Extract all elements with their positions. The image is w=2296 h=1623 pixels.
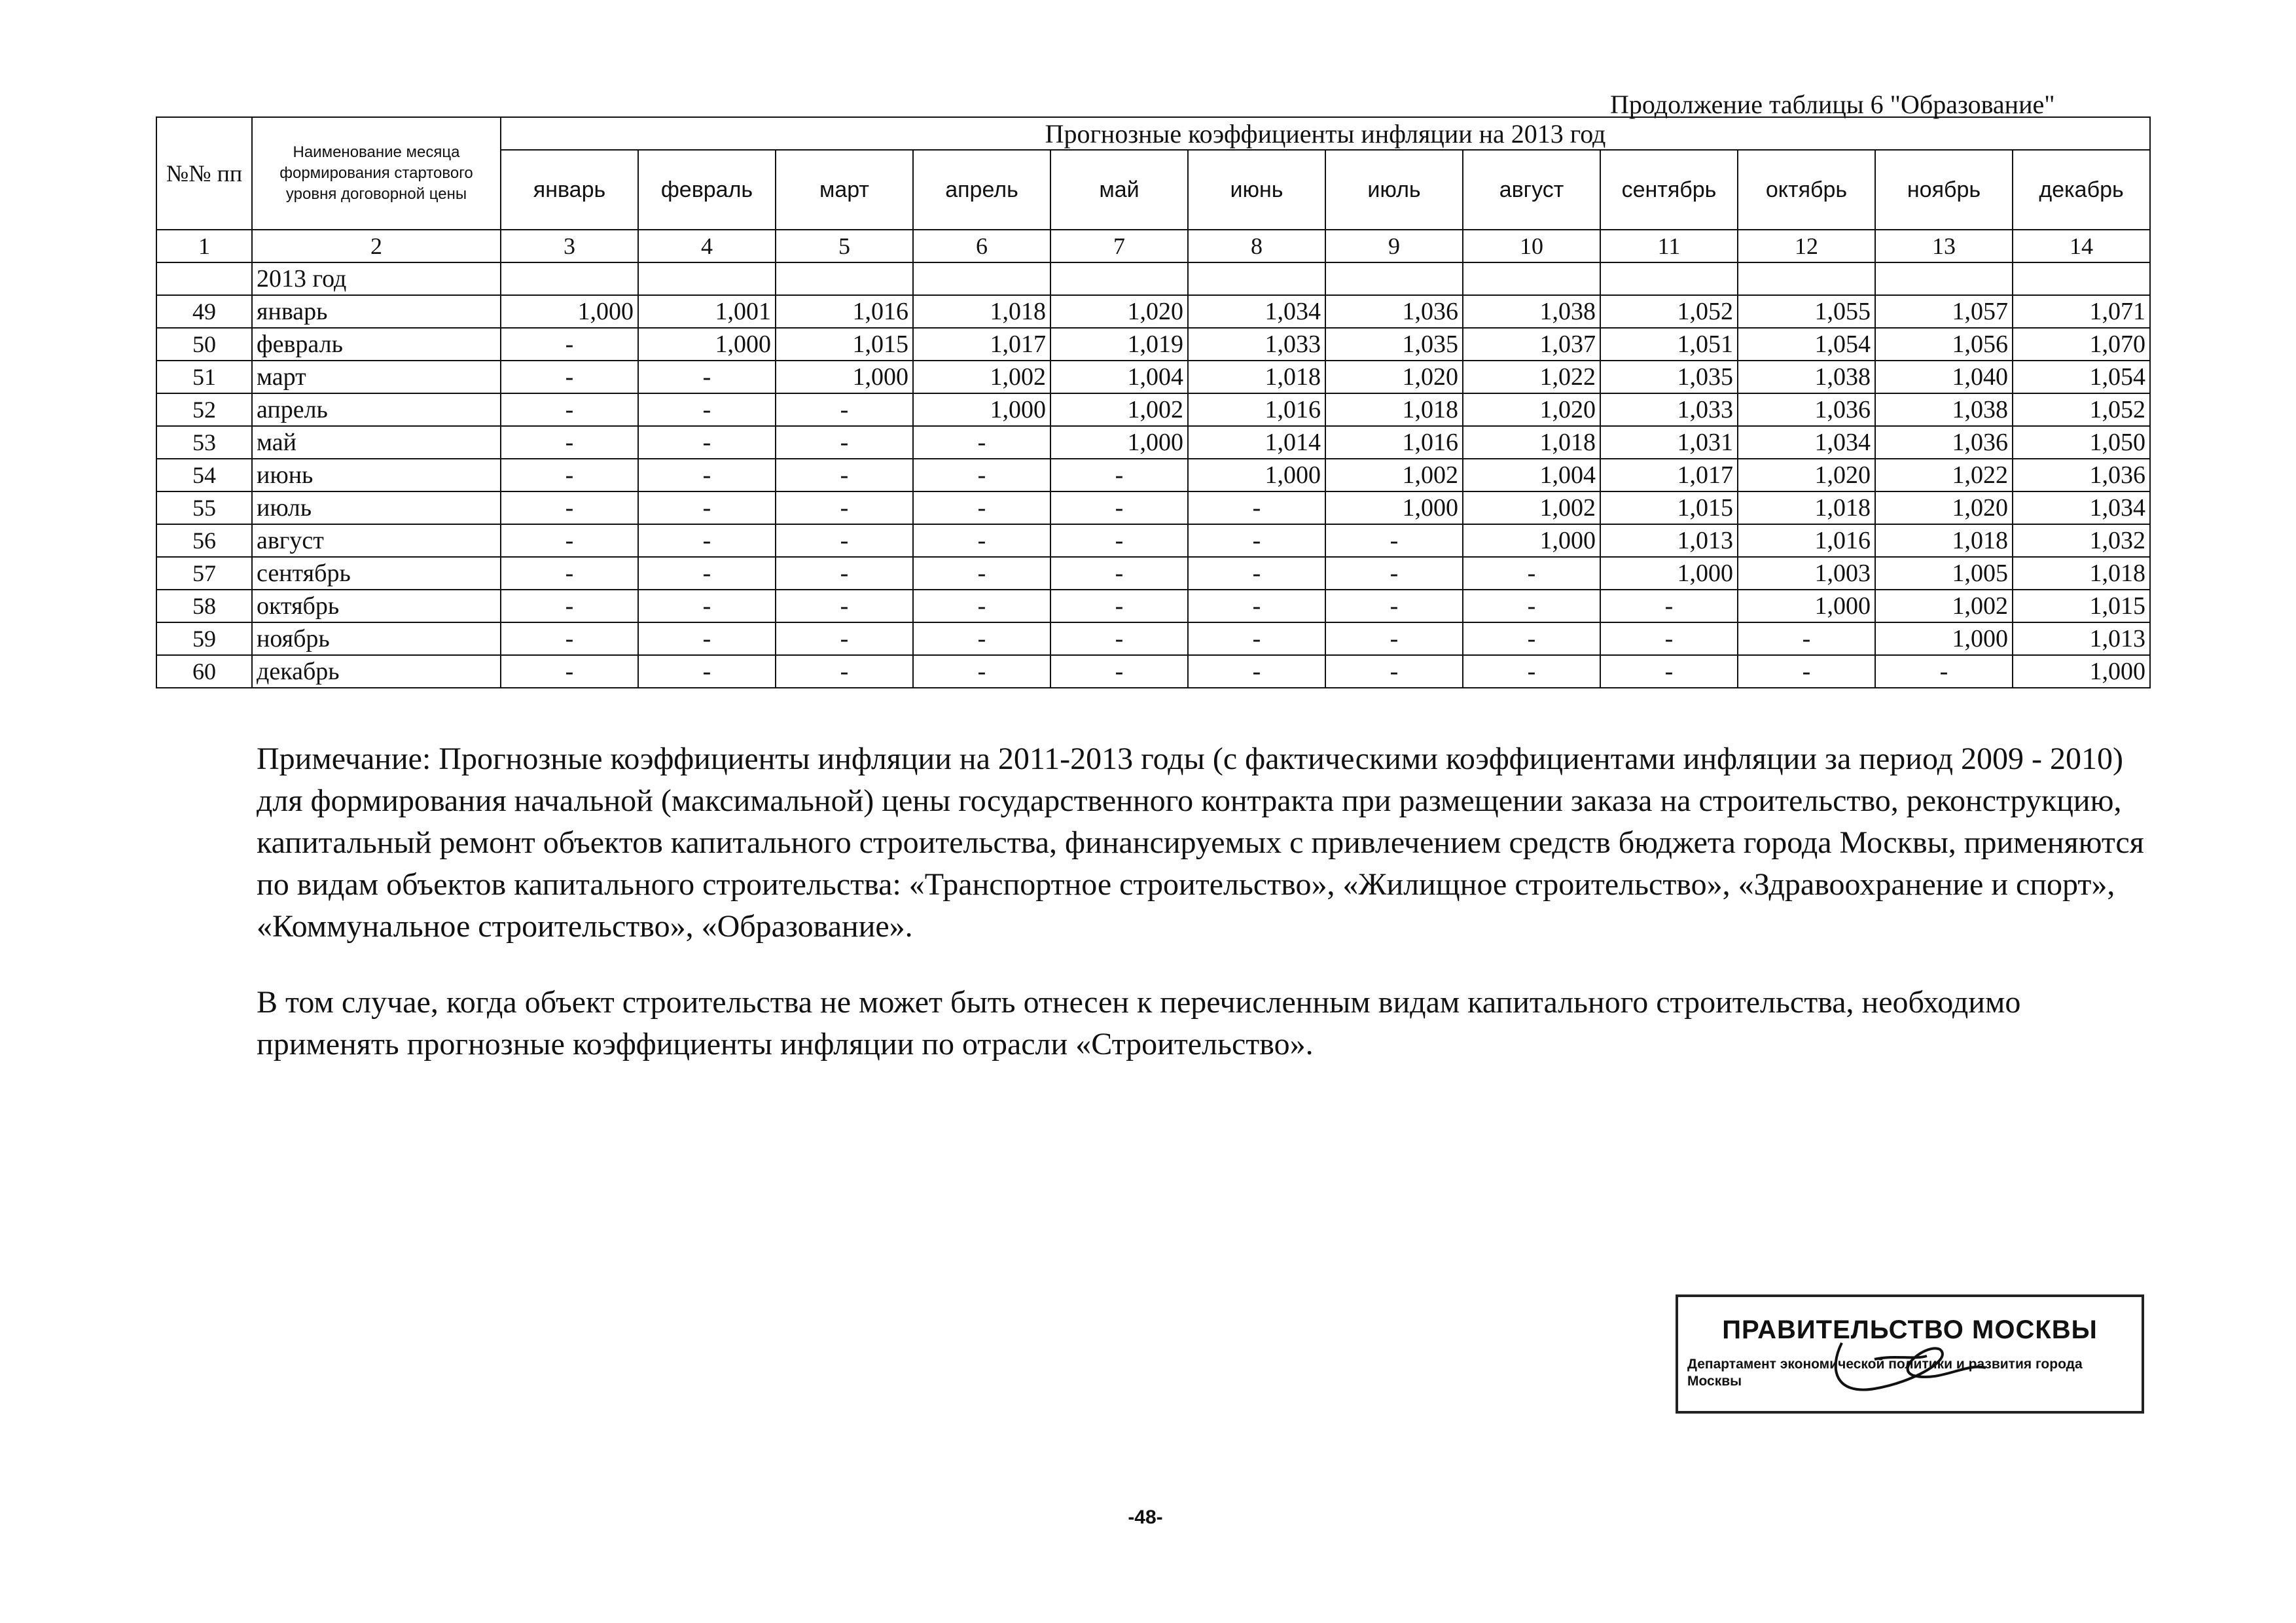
coefficient-cell: 1,040 [1875, 361, 2013, 393]
coefficient-cell: 1,017 [1600, 459, 1738, 491]
coefficient-cell: 1,054 [2013, 361, 2150, 393]
coefficient-cell: - [776, 524, 913, 557]
coefficient-cell: 1,036 [1738, 393, 1875, 426]
row-number: 49 [156, 295, 252, 328]
coefficient-cell: 1,035 [1325, 328, 1463, 361]
month-header: октябрь [1738, 150, 1875, 230]
row-number: 60 [156, 655, 252, 688]
coefficient-cell: 1,050 [2013, 426, 2150, 459]
month-header: декабрь [2013, 150, 2150, 230]
coefficient-cell: - [1188, 622, 1325, 655]
coefficient-cell: - [501, 524, 638, 557]
note-paragraph: Примечание: Прогнозные коэффициенты инфляции на 2011-2013 годы (с фактическими коэффициентами инфляции за период 2009 - 2010) для формирования начальной (максимальной) цены государственного контракта при размещении заказа на строительство, реконструкцию, капитальный ремонт объектов капитального строительства, финансируемых с привлечением средств бюджета города Москвы, применяются по видам объектов капитального строительства: «Транспортное строительство», «Жилищное строительство», «Здравоохранение и спорт», «Коммунальное строительство», «Образование». [257, 741, 2144, 944]
coefficient-cell: 1,015 [2013, 590, 2150, 622]
coefficient-cell: - [1738, 655, 1875, 688]
coefficient-cell: 1,000 [501, 295, 638, 328]
coefficient-cell: - [913, 557, 1050, 590]
table-cell [1188, 262, 1325, 295]
coefficient-cell: 1,057 [1875, 295, 2013, 328]
row-month-name: ноябрь [252, 622, 501, 655]
coefficient-cell: 1,000 [2013, 655, 2150, 688]
table-cell [156, 262, 252, 295]
row-month-name: июнь [252, 459, 501, 491]
coefficient-cell: - [913, 622, 1050, 655]
coefficient-cell: - [638, 590, 776, 622]
row-number: 56 [156, 524, 252, 557]
coefficient-cell: 1,000 [913, 393, 1050, 426]
coefficient-cell: 1,000 [1875, 622, 2013, 655]
coefficient-cell: 1,034 [2013, 491, 2150, 524]
coefficient-cell: - [1325, 622, 1463, 655]
table-row [156, 361, 2150, 393]
coefficient-cell: 1,022 [1463, 361, 1600, 393]
coefficient-cell: - [1600, 655, 1738, 688]
coefficient-cell: 1,005 [1875, 557, 2013, 590]
row-number: 51 [156, 361, 252, 393]
table-row [156, 590, 2150, 622]
table-cell [1738, 262, 1875, 295]
coefficient-cell: - [501, 361, 638, 393]
table-cell [1875, 262, 2013, 295]
coefficient-cell: 1,000 [1188, 459, 1325, 491]
coefficient-cell: - [1188, 557, 1325, 590]
column-number: 5 [776, 230, 913, 262]
coefficient-cell: 1,035 [1600, 361, 1738, 393]
coefficient-cell: 1,020 [1738, 459, 1875, 491]
coefficient-cell: 1,004 [1463, 459, 1600, 491]
row-month-name: март [252, 361, 501, 393]
row-month-name: июль [252, 491, 501, 524]
table-cell [1050, 262, 1188, 295]
coefficient-cell: - [913, 524, 1050, 557]
row-month-name: декабрь [252, 655, 501, 688]
inflation-table [156, 116, 2151, 688]
coefficient-cell: 1,014 [1188, 426, 1325, 459]
row-month-name: апрель [252, 393, 501, 426]
row-month-name: август [252, 524, 501, 557]
stamp-department: Департамент экономической политики и развития города Москвы [1687, 1357, 2083, 1389]
coefficient-cell: - [1325, 655, 1463, 688]
row-number: 57 [156, 557, 252, 590]
month-header: июнь [1188, 150, 1325, 230]
coefficient-cell: - [1188, 491, 1325, 524]
table-row [156, 655, 2150, 688]
coefficient-cell: 1,000 [776, 361, 913, 393]
row-month-name: февраль [252, 328, 501, 361]
coefficient-cell: - [776, 491, 913, 524]
coefficient-cell: 1,015 [1600, 491, 1738, 524]
table-row [156, 295, 2150, 328]
coefficient-cell: - [1738, 622, 1875, 655]
coefficient-cell: - [501, 393, 638, 426]
coefficient-cell: - [913, 655, 1050, 688]
row-number: 58 [156, 590, 252, 622]
table-cell [2013, 262, 2150, 295]
coefficient-cell: - [1050, 491, 1188, 524]
coefficient-cell: - [1050, 590, 1188, 622]
table-row [156, 426, 2150, 459]
official-stamp [1676, 1294, 2144, 1414]
coefficient-cell: 1,018 [1738, 491, 1875, 524]
table-cell [1325, 262, 1463, 295]
col-no-header: №№ пп [156, 117, 252, 230]
coefficient-cell: 1,018 [1325, 393, 1463, 426]
row-number: 50 [156, 328, 252, 361]
group-header: Прогнозные коэффициенты инфляции на 2013 год [501, 117, 2150, 150]
coefficient-cell: - [1600, 622, 1738, 655]
column-number: 13 [1875, 230, 2013, 262]
row-month-name: октябрь [252, 590, 501, 622]
row-month-name: май [252, 426, 501, 459]
coefficient-cell: - [776, 459, 913, 491]
coefficient-cell: 1,016 [1738, 524, 1875, 557]
month-header: апрель [913, 150, 1050, 230]
coefficient-cell: - [1050, 557, 1188, 590]
coefficient-cell: 1,020 [1050, 295, 1188, 328]
note-paragraph-2: В том случае, когда объект строительства не может быть отнесен к перечисленным видам капитального строительства, необходимо применять прогнозные коэффициенты инфляции по отрасли «Строительство». [257, 985, 2021, 1061]
column-number: 2 [252, 230, 501, 262]
coefficient-cell: - [638, 622, 776, 655]
coefficient-cell: - [1050, 459, 1188, 491]
coefficient-cell: 1,002 [1325, 459, 1463, 491]
coefficient-cell: - [638, 426, 776, 459]
coefficient-cell: 1,018 [2013, 557, 2150, 590]
coefficient-cell: 1,031 [1600, 426, 1738, 459]
coefficient-cell: 1,036 [1875, 426, 2013, 459]
coefficient-cell: 1,051 [1600, 328, 1738, 361]
column-number: 1 [156, 230, 252, 262]
coefficient-cell: 1,036 [2013, 459, 2150, 491]
coefficient-cell: 1,034 [1188, 295, 1325, 328]
coefficient-cell: 1,052 [1600, 295, 1738, 328]
table-cell [638, 262, 776, 295]
table-row [156, 262, 2150, 295]
month-header: август [1463, 150, 1600, 230]
coefficient-cell: - [776, 557, 913, 590]
col-name-header: Наименование месяца формирования стартового уровня договорной цены [252, 117, 501, 230]
coefficient-cell: 1,018 [1463, 426, 1600, 459]
coefficient-cell: - [1875, 655, 2013, 688]
table-cell [776, 262, 913, 295]
coefficient-cell: 1,071 [2013, 295, 2150, 328]
coefficient-cell: 1,018 [1875, 524, 2013, 557]
table-row [156, 328, 2150, 361]
coefficient-cell: - [1188, 590, 1325, 622]
coefficient-cell: - [638, 459, 776, 491]
coefficient-cell: - [638, 491, 776, 524]
coefficient-cell: 1,037 [1463, 328, 1600, 361]
coefficient-cell: - [1050, 655, 1188, 688]
column-number: 7 [1050, 230, 1188, 262]
month-header: сентябрь [1600, 150, 1738, 230]
coefficient-cell: 1,000 [1738, 590, 1875, 622]
coefficient-cell: - [501, 655, 638, 688]
coefficient-cell: - [638, 557, 776, 590]
coefficient-cell: - [1325, 590, 1463, 622]
coefficient-cell: 1,038 [1875, 393, 2013, 426]
row-number: 59 [156, 622, 252, 655]
column-number: 4 [638, 230, 776, 262]
coefficient-cell: - [776, 590, 913, 622]
coefficient-cell: 1,038 [1463, 295, 1600, 328]
coefficient-cell: 1,000 [1050, 426, 1188, 459]
coefficient-cell: 1,033 [1600, 393, 1738, 426]
coefficient-cell: 1,013 [1600, 524, 1738, 557]
coefficient-cell: - [638, 393, 776, 426]
coefficient-cell: - [1188, 524, 1325, 557]
coefficient-cell: 1,036 [1325, 295, 1463, 328]
coefficient-cell: - [913, 491, 1050, 524]
column-number: 10 [1463, 230, 1600, 262]
row-number: 55 [156, 491, 252, 524]
coefficient-cell: - [501, 459, 638, 491]
row-number: 54 [156, 459, 252, 491]
month-header: июль [1325, 150, 1463, 230]
column-number: 9 [1325, 230, 1463, 262]
table-row [156, 491, 2150, 524]
month-header: февраль [638, 150, 776, 230]
coefficient-cell: - [501, 557, 638, 590]
coefficient-cell: - [1050, 622, 1188, 655]
column-number: 14 [2013, 230, 2150, 262]
coefficient-cell: - [501, 328, 638, 361]
coefficient-cell: 1,015 [776, 328, 913, 361]
month-header: ноябрь [1875, 150, 2013, 230]
coefficient-cell: 1,020 [1463, 393, 1600, 426]
table-row [156, 622, 2150, 655]
month-header: март [776, 150, 913, 230]
coefficient-cell: 1,000 [1600, 557, 1738, 590]
coefficient-cell: 1,003 [1738, 557, 1875, 590]
table-row [156, 459, 2150, 491]
coefficient-cell: - [1463, 557, 1600, 590]
coefficient-cell: 1,001 [638, 295, 776, 328]
coefficient-cell: - [638, 655, 776, 688]
row-month-name: сентябрь [252, 557, 501, 590]
stamp-title: ПРАВИТЕЛЬСТВО МОСКВЫ [1722, 1315, 2098, 1344]
table-cell [1600, 262, 1738, 295]
coefficient-cell: - [1188, 655, 1325, 688]
coefficient-cell: 1,016 [1325, 426, 1463, 459]
coefficient-cell: - [1463, 622, 1600, 655]
coefficient-cell: 1,002 [1875, 590, 2013, 622]
month-header: май [1050, 150, 1188, 230]
coefficient-cell: - [1050, 524, 1188, 557]
coefficient-cell: 1,034 [1738, 426, 1875, 459]
coefficient-cell: - [913, 590, 1050, 622]
coefficient-cell: - [913, 459, 1050, 491]
table-caption: Продолжение таблицы 6 "Образование" [1610, 90, 2055, 119]
table-row [156, 524, 2150, 557]
coefficient-cell: - [501, 622, 638, 655]
table-row [156, 393, 2150, 426]
coefficient-cell: - [638, 524, 776, 557]
coefficient-cell: - [776, 426, 913, 459]
column-number: 11 [1600, 230, 1738, 262]
coefficient-cell: 1,002 [913, 361, 1050, 393]
coefficient-cell: - [1325, 557, 1463, 590]
coefficient-cell: - [501, 590, 638, 622]
column-number: 6 [913, 230, 1050, 262]
row-number: 52 [156, 393, 252, 426]
coefficient-cell: 1,018 [913, 295, 1050, 328]
coefficient-cell: 1,056 [1875, 328, 2013, 361]
coefficient-cell: 1,013 [2013, 622, 2150, 655]
coefficient-cell: 1,000 [638, 328, 776, 361]
coefficient-cell: 1,017 [913, 328, 1050, 361]
coefficient-cell: 1,032 [2013, 524, 2150, 557]
page-number: -48- [1128, 1507, 1163, 1528]
coefficient-cell: - [638, 361, 776, 393]
coefficient-cell: - [501, 491, 638, 524]
coefficient-cell: - [913, 426, 1050, 459]
month-header: январь [501, 150, 638, 230]
coefficient-cell: 1,022 [1875, 459, 2013, 491]
coefficient-cell: 1,016 [776, 295, 913, 328]
coefficient-cell: - [776, 393, 913, 426]
coefficient-cell: 1,054 [1738, 328, 1875, 361]
coefficient-cell: - [1463, 590, 1600, 622]
coefficient-cell: - [501, 426, 638, 459]
row-month-name: январь [252, 295, 501, 328]
coefficient-cell: 1,070 [2013, 328, 2150, 361]
coefficient-cell: 1,038 [1738, 361, 1875, 393]
coefficient-cell: 1,019 [1050, 328, 1188, 361]
coefficient-cell: - [1325, 524, 1463, 557]
coefficient-cell: 1,000 [1325, 491, 1463, 524]
coefficient-cell: 1,000 [1463, 524, 1600, 557]
table-cell [1463, 262, 1600, 295]
coefficient-cell: - [1600, 590, 1738, 622]
row-number: 53 [156, 426, 252, 459]
signature-icon [1678, 1297, 2147, 1416]
coefficient-cell: 1,016 [1188, 393, 1325, 426]
column-number: 8 [1188, 230, 1325, 262]
year-label: 2013 год [252, 262, 501, 295]
coefficient-cell: 1,002 [1050, 393, 1188, 426]
coefficient-cell: - [776, 622, 913, 655]
coefficient-cell: 1,052 [2013, 393, 2150, 426]
coefficient-cell: 1,033 [1188, 328, 1325, 361]
coefficient-cell: 1,002 [1463, 491, 1600, 524]
table-cell [913, 262, 1050, 295]
coefficient-cell: 1,055 [1738, 295, 1875, 328]
coefficient-cell: 1,020 [1325, 361, 1463, 393]
column-number: 12 [1738, 230, 1875, 262]
table-cell [501, 262, 638, 295]
coefficient-cell: 1,020 [1875, 491, 2013, 524]
table-row [156, 557, 2150, 590]
coefficient-cell: - [1463, 655, 1600, 688]
coefficient-cell: 1,004 [1050, 361, 1188, 393]
coefficient-cell: - [776, 655, 913, 688]
coefficient-cell: 1,018 [1188, 361, 1325, 393]
column-number: 3 [501, 230, 638, 262]
